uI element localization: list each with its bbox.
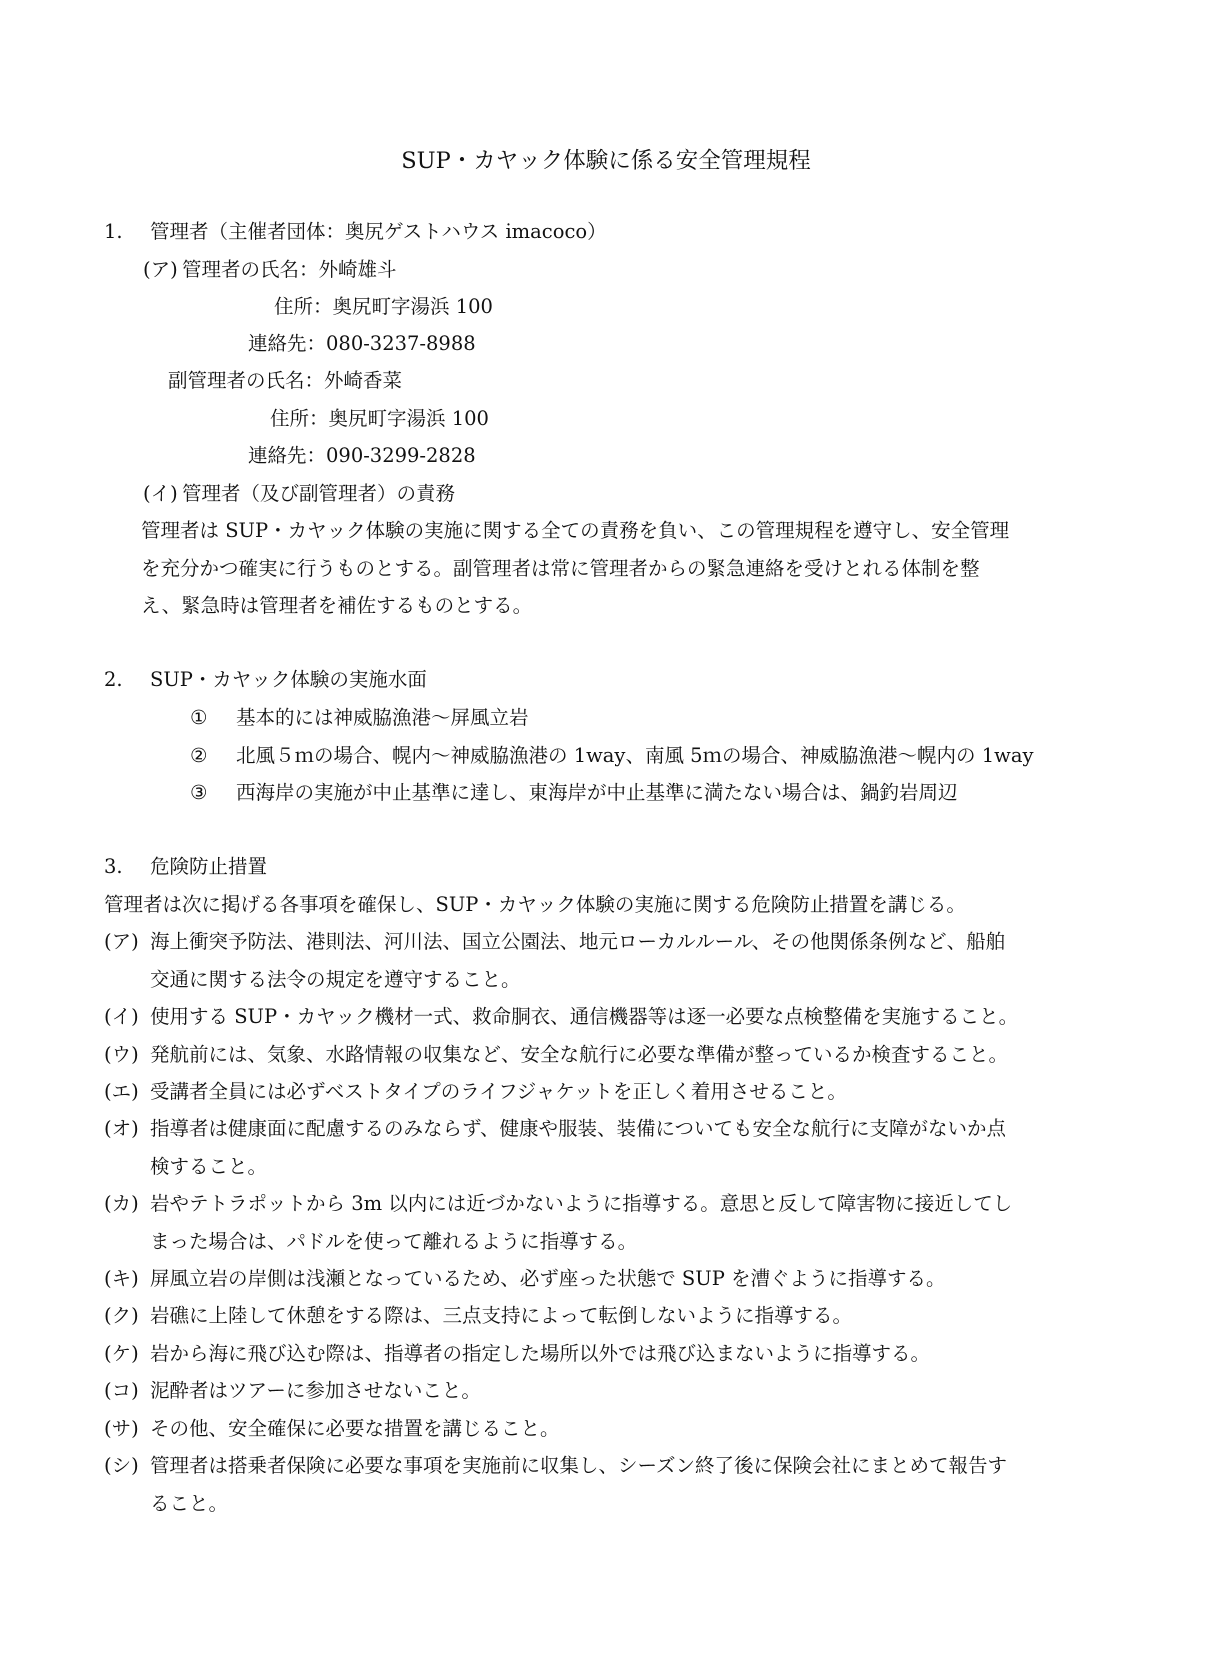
list-item-marker: ② <box>190 744 208 767</box>
item-line: 海上衝突予防法、港則法、河川法、国立公園法、地元ローカルルール、その他関係条例など、船舶 <box>150 930 1006 953</box>
section-1-i-heading: 管理者（及び副管理者）の責務 <box>182 482 456 505</box>
item-marker: (ウ) <box>104 1043 139 1066</box>
item-line: その他、安全確保に必要な措置を講じること。 <box>150 1417 560 1440</box>
duties-line: を充分かつ確実に行うものとする。副管理者は常に管理者からの緊急連絡を受けとれる体制を整 <box>141 557 980 580</box>
item-line: 岩から海に飛び込む際は、指導者の指定した場所以外では飛び込まないように指導する。 <box>150 1342 931 1365</box>
section-1-heading: 管理者（主催者団体：奥尻ゲストハウス imacoco） <box>150 220 607 243</box>
item-marker: (ケ) <box>104 1342 139 1365</box>
item-line: 泥酔者はツアーに参加させないこと。 <box>150 1379 481 1402</box>
item-marker: (カ) <box>104 1192 139 1215</box>
item-line: 管理者は搭乗者保険に必要な事項を実施前に収集し、シーズン終了後に保険会社にまとめて報告す <box>150 1454 1008 1477</box>
item-marker: (キ) <box>104 1267 139 1290</box>
section-3-number: 3. <box>104 855 123 878</box>
item-line: 屏風立岩の岸側は浅瀬となっているため、必ず座った状態で SUP を漕ぐように指導する。 <box>150 1267 946 1290</box>
item-marker: (オ) <box>104 1117 139 1140</box>
item-line: 受講者全員には必ずベストタイプのライフジャケットを正しく着用させること。 <box>150 1080 847 1103</box>
item-line: 発航前には、気象、水路情報の収集など、安全な航行に必要な準備が整っているか検査すること。 <box>150 1043 1009 1066</box>
list-item-marker: ① <box>190 706 208 729</box>
section-1-number: 1. <box>104 220 123 243</box>
list-item: 北風５ｍの場合、幌内〜神威脇漁港の 1way、南風 5ｍの場合、神威脇漁港〜幌内の 1way <box>236 744 1034 767</box>
section-2-number: 2. <box>104 668 123 691</box>
item-line: 指導者は健康面に配慮するのみならず、健康や服装、装備についても安全な航行に支障がないか点 <box>150 1117 1007 1140</box>
list-item: 基本的には神威脇漁港〜屏風立岩 <box>236 706 529 729</box>
section-2-heading: SUP・カヤック体験の実施水面 <box>150 668 427 691</box>
section-1-i-marker: (イ) <box>143 482 178 505</box>
item-marker: (サ) <box>104 1417 139 1440</box>
item-marker: (コ) <box>104 1379 139 1402</box>
item-line: 交通に関する法令の規定を遵守すること。 <box>150 968 521 991</box>
item-marker: (ク) <box>104 1304 139 1327</box>
section-1-a-marker: (ア) <box>143 258 178 281</box>
item-marker: (イ) <box>104 1005 139 1028</box>
item-marker: (エ) <box>104 1080 139 1103</box>
document-title: SUP・カヤック体験に係る安全管理規程 <box>401 148 811 174</box>
list-item: 西海岸の実施が中止基準に達し、東海岸が中止基準に満たない場合は、鍋釣岩周辺 <box>236 781 958 804</box>
item-line: まった場合は、パドルを使って離れるように指導する。 <box>150 1230 638 1253</box>
item-line: 使用する SUP・カヤック機材一式、救命胴衣、通信機器等は逐一必要な点検整備を実施すること。 <box>150 1005 1019 1028</box>
manager-name: 管理者の氏名：外崎雄斗 <box>182 258 397 281</box>
section-3-heading: 危険防止措置 <box>150 855 268 878</box>
submanager-name: 副管理者の氏名：外崎香菜 <box>168 369 403 392</box>
submanager-contact: 連絡先：090-3299-2828 <box>248 444 476 467</box>
item-marker: (シ) <box>104 1454 139 1477</box>
item-marker: (ア) <box>104 930 139 953</box>
item-line: 岩やテトラポットから 3m 以内には近づかないように指導する。意思と反して障害物に接近してし <box>150 1192 1013 1215</box>
submanager-address: 住所：奥尻町字湯浜 100 <box>270 407 489 430</box>
list-item-marker: ③ <box>190 781 208 804</box>
manager-address: 住所：奥尻町字湯浜 100 <box>274 295 493 318</box>
duties-line: 管理者は SUP・カヤック体験の実施に関する全ての責務を負い、この管理規程を遵守し、安全管理 <box>141 519 1010 542</box>
item-line: ること。 <box>150 1492 229 1515</box>
duties-line: え、緊急時は管理者を補佐するものとする。 <box>141 594 533 617</box>
item-line: 岩礁に上陸して休憩をする際は、三点支持によって転倒しないように指導する。 <box>150 1304 853 1327</box>
manager-contact: 連絡先：080-3237-8988 <box>248 332 476 355</box>
item-line: 検すること。 <box>150 1155 268 1178</box>
section-3-intro: 管理者は次に掲げる各事項を確保し、SUP・カヤック体験の実施に関する危険防止措置を講じる。 <box>104 893 966 916</box>
